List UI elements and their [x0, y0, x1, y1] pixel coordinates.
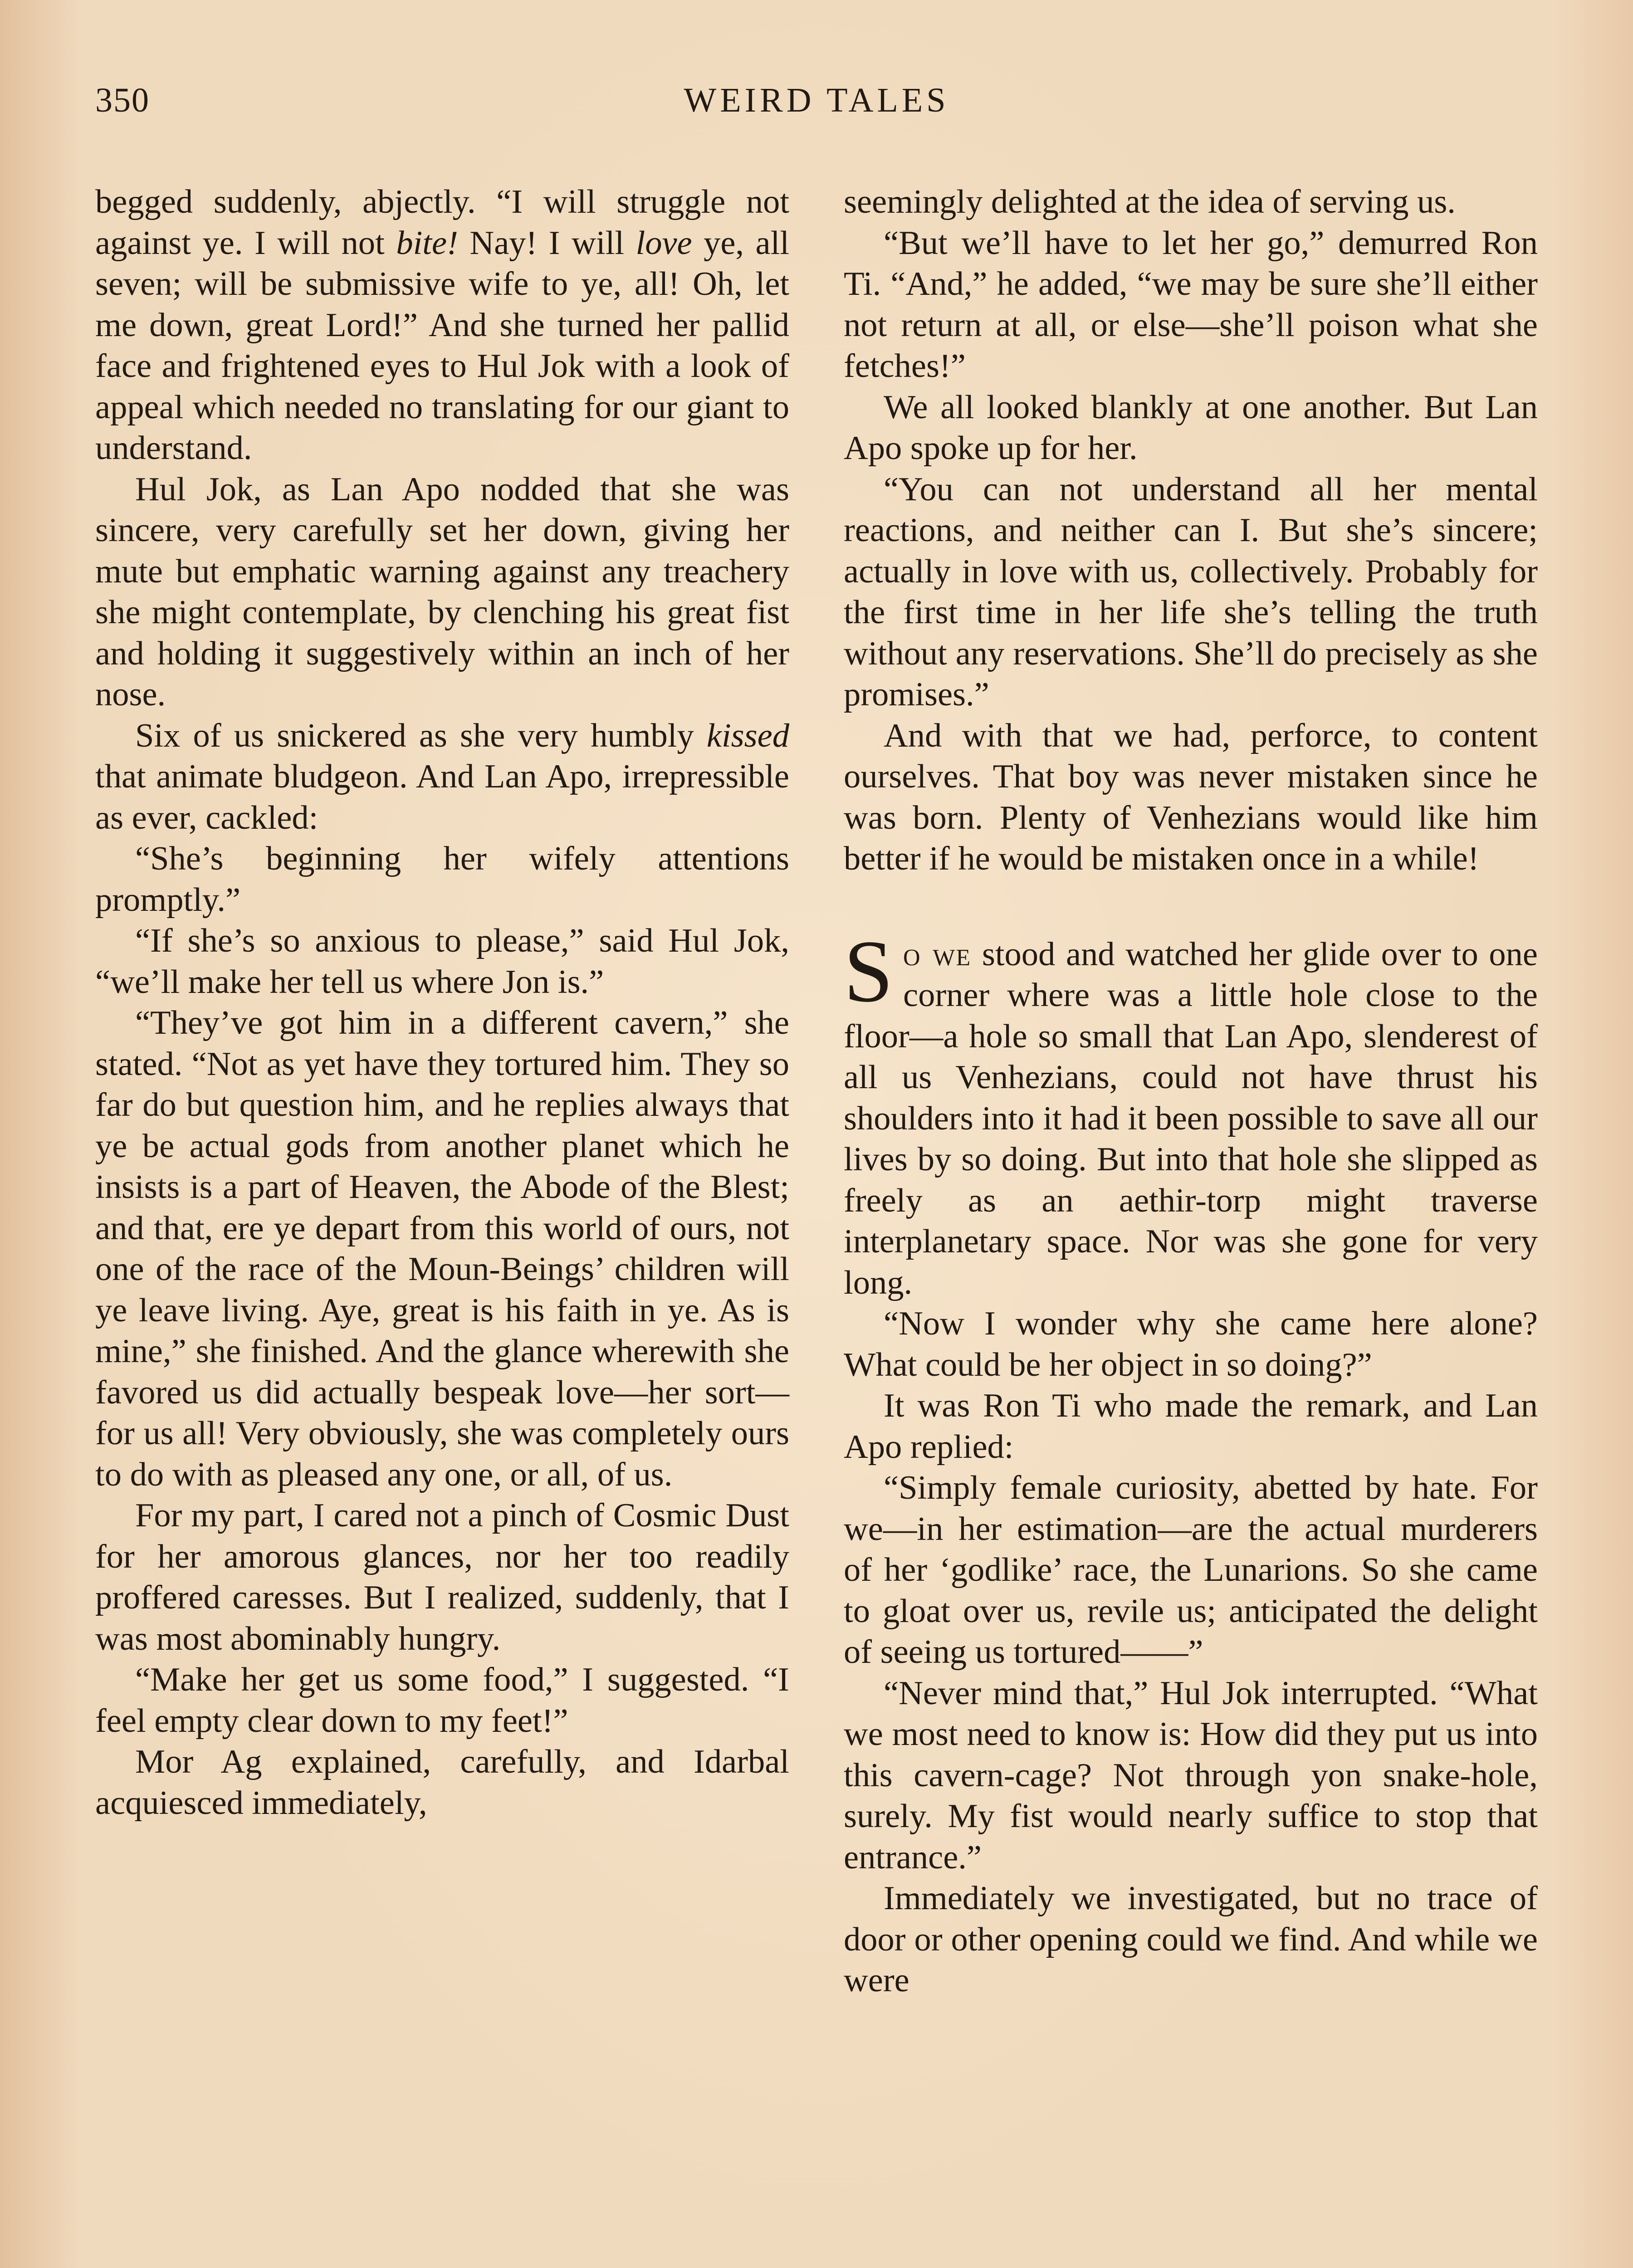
page-number: 350	[95, 81, 150, 119]
paragraph: Six of us snickered as she very humbly kissed that animate bludgeon. And Lan Apo, irrepressible as ever, cackled:	[95, 717, 789, 836]
right-column	[844, 181, 1538, 2001]
paragraph: We all looked blankly at one another. But Lan Apo spoke up for her.	[844, 388, 1538, 467]
running-head: WEIRD TALES	[684, 81, 949, 119]
paragraph: begged suddenly, abjectly. “I will struggle not against ye. I will not bite! Nay! I will love ye, all seven; will be submissive wife to ye, all! Oh, let me down, great Lord!” And she turned her pallid face and frightened eyes to Hul Jok with a look of appeal which needed no translating for our giant to understand.	[95, 183, 790, 467]
paragraph: “Now I wonder why she came here alone? What could be her object in so doing?”	[844, 1305, 1538, 1383]
paragraph: “Make her get us some food,” I suggested. “I feel empty clear down to my feet!”	[95, 1661, 789, 1740]
drop-cap: S	[844, 922, 894, 1021]
paragraph: For my part, I cared not a pinch of Cosmic Dust for her amorous glances, nor her too readily proffered caresses. But I realized, suddenly, that I was most abominably hungry.	[95, 1497, 789, 1657]
paragraph: “You can not understand all her mental reactions, and neither can I. But she’s sincere; actually in love with us, collectively. Probably for the first time in her life she’s telling the truth without any reservations. She’ll do precisely as she promises.”	[844, 470, 1538, 713]
paragraph: Hul Jok, as Lan Apo nodded that she was sincere, very carefully set her down, giving her mute but emphatic warning against any treachery she might contemplate, by clenching his great fist and holding it suggestively within an inch of her nose.	[95, 470, 789, 713]
paragraph: “Simply female curiosity, abetted by hate. For we—in her estimation—are the actual murderers of her ‘godlike’ race, the Lunarions. So she came to gloat over us, revile us; anticipated the delight of seeing us tortured——”	[844, 1469, 1538, 1671]
paragraph: seemingly delighted at the idea of serving us.	[844, 183, 1456, 220]
paragraph: And with that we had, perforce, to content ourselves. That boy was never mistaken since he was born. Plenty of Venhezians would like him better if he would be mistaken once in a while!	[844, 717, 1538, 877]
paragraph: “But we’ll have to let her go,” demurred Ron Ti. “And,” he added, “we may be sure she’ll either not return at all, or else—she’ll poison what she fetches!”	[844, 224, 1538, 385]
paragraph: It was Ron Ti who made the remark, and Lan Apo replied:	[844, 1387, 1538, 1466]
left-column	[95, 181, 789, 1823]
section-opening-paragraph: So we stood and watched her glide over to one corner where was a little hole close to the floor—a hole so small that Lan Apo, slenderest of all us Venhezians, could not have thrust his shoulders into it had it been possible to save all our lives by so doing. But into that hole she slipped as freely as an aethir-torp might traverse interplanetary space. Nor was she gone for very long.	[844, 922, 1538, 1301]
paragraph: Immediately we investigated, but no trace of door or other opening could we find. And while we were	[844, 1880, 1538, 1999]
paragraph: “She’s beginning her wifely attentions promptly.”	[95, 840, 789, 919]
paragraph: “They’ve got him in a different cavern,” she stated. “Not as yet have they tortured him. They so far do but question him, and he replies always that ye be actual gods from another planet which he insists is a part of Heaven, the Abode of the Blest; and that, ere ye depart from this world of ours, not one of the race of the Moun-Beings’ children will ye leave living. Aye, great is his faith in ye. As is mine,” she finished. And the glance wherewith she favored us did actually bespeak love—her sort—for us all! Very obviously, she was completely ours to do with as pleased any one, or all, of us.	[95, 1004, 789, 1493]
paragraph: “If she’s so anxious to please,” said Hul Jok, “we’ll make her tell us where Jon is.”	[95, 922, 789, 1001]
paragraph: Mor Ag explained, carefully, and Idarbal acquiesced immediately,	[95, 1743, 789, 1822]
paragraph: “Never mind that,” Hul Jok interrupted. “What we most need to know is: How did they put us into this cavern-cage? Not through yon snake-hole, surely. My fist would nearly suffice to stop that entrance.”	[844, 1674, 1538, 1876]
